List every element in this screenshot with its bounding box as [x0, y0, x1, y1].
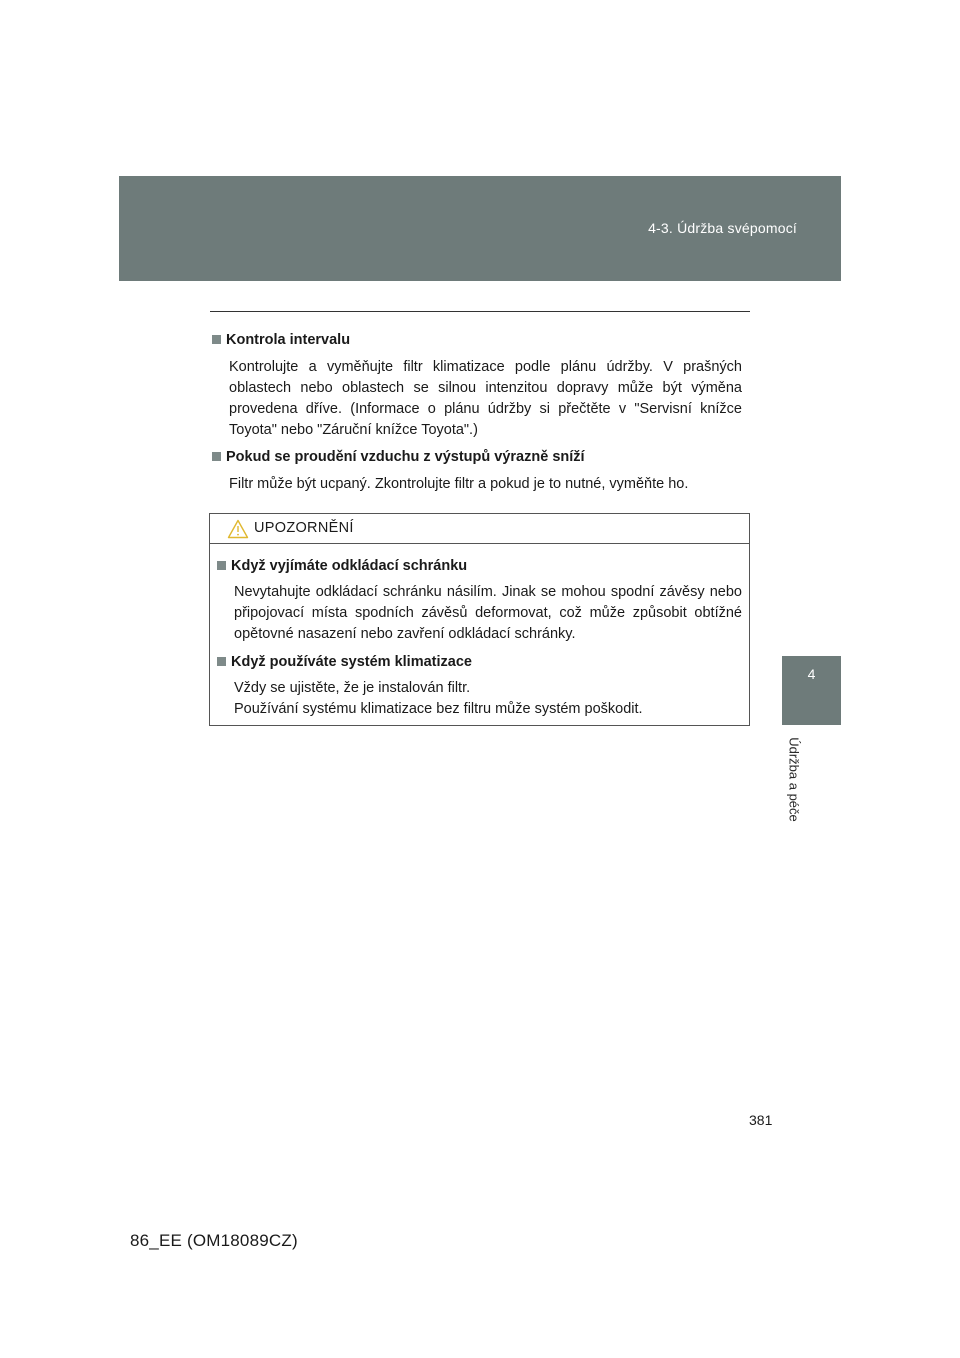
caution-heading-text: Když vyjímáte odkládací schránku	[231, 558, 468, 574]
section-text: Kontrolujte a vyměňujte filtr klimatizace podle plánu údržby. V prašných oblastech nebo oblastech se silnou intenzitou dopravy může být výměna provedena dříve. (Informace o plánu údržby si přečtěte v "Servisní knížce Toyota" nebo "Záruční knížce Toyota".)	[229, 359, 742, 438]
section-airflow	[212, 447, 742, 495]
caution-section-glovebox	[217, 556, 742, 645]
section-heading-text: Pokud se proudění vzduchu z výstupů výrazně sníží	[226, 449, 585, 465]
footer-code: 86_EE (OM18089CZ)	[130, 1231, 298, 1250]
caution-body	[210, 544, 749, 720]
top-divider	[210, 311, 750, 312]
warning-triangle-icon	[227, 519, 249, 539]
chapter-number: 4	[807, 666, 816, 682]
caution-heading	[217, 652, 742, 673]
caution-header	[210, 514, 749, 544]
square-bullet-icon	[217, 657, 226, 666]
caution-line: Vždy se ujistěte, že je instalován filtr.	[234, 680, 471, 696]
square-bullet-icon	[212, 452, 221, 461]
caution-title: UPOZORNĚNÍ	[254, 520, 354, 536]
section-title: 4-3. Údržba svépomocí	[648, 220, 797, 236]
chapter-label	[786, 732, 802, 828]
caution-line: Používání systému klimatizace bez filtru může systém poškodit.	[234, 701, 643, 717]
caution-text	[217, 678, 742, 720]
section-heading	[212, 447, 742, 468]
page-number: 381	[749, 1112, 773, 1128]
square-bullet-icon	[212, 335, 221, 344]
section-heading-text: Kontrola intervalu	[226, 332, 351, 348]
header-band	[119, 176, 841, 281]
main-content	[212, 330, 742, 495]
square-bullet-icon	[217, 561, 226, 570]
caution-text: Nevytahujte odkládací schránku násilím. Jinak se mohou spodní závěsy nebo připojovací místa spodních závěsů deformovat, což může způsobit obtížné opětovné nasazení nebo zavření odkládací schránky.	[234, 584, 742, 642]
chapter-tab	[782, 656, 841, 725]
section-interval	[212, 330, 742, 441]
chapter-label-text: Údržba a péče	[786, 737, 802, 822]
section-text: Filtr může být ucpaný. Zkontrolujte filtr a pokud je to nutné, vyměňte ho.	[229, 476, 689, 492]
caution-box	[209, 513, 750, 726]
caution-section-climate	[217, 652, 742, 720]
section-heading	[212, 330, 742, 351]
caution-heading-text: Když používáte systém klimatizace	[231, 654, 472, 670]
caution-heading	[217, 556, 742, 577]
